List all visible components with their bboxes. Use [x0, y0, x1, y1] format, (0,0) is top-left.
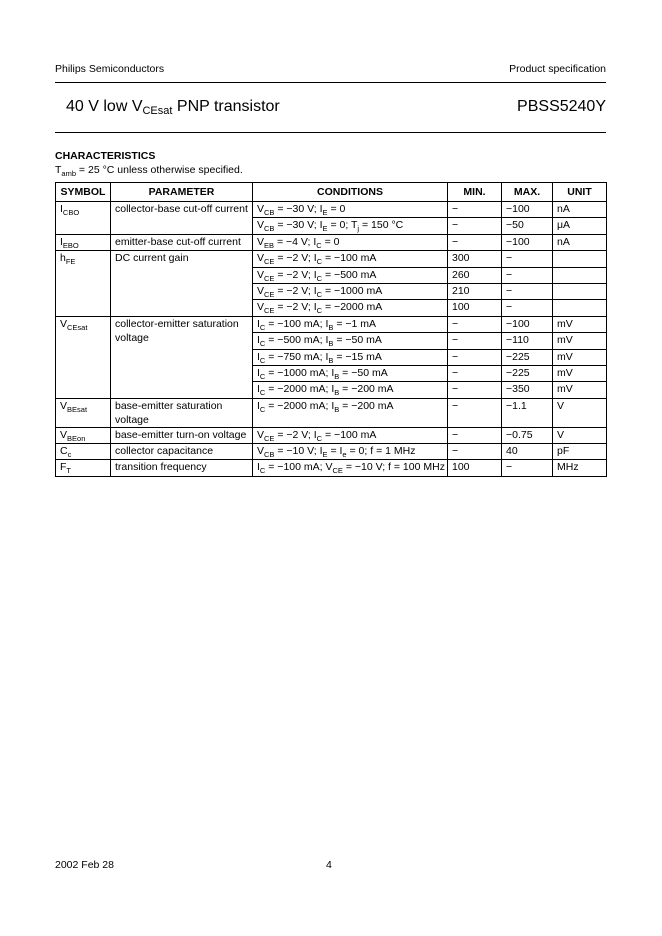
unit-cell: mV: [553, 333, 607, 349]
table-row: [56, 460, 607, 476]
max-cell: −: [502, 460, 553, 476]
unit-cell: [553, 283, 607, 299]
min-cell: 100: [448, 300, 502, 316]
max-cell: −100: [502, 234, 553, 250]
unit-cell: mV: [553, 349, 607, 365]
header-rule: [55, 82, 606, 83]
min-cell: −: [448, 349, 502, 365]
max-cell: −: [502, 267, 553, 283]
table-row: [56, 316, 607, 332]
unit-cell: [553, 300, 607, 316]
min-cell: −: [448, 398, 502, 427]
symbol-cell: $I_{CBO}$: [56, 202, 111, 235]
cond-sub: amb: [61, 169, 77, 178]
unit-cell: MHz: [553, 460, 607, 476]
conditions-cell: $V_{CB} = -30$ V; $I_E = 0$; $T_j = 150$ °C: [253, 218, 448, 234]
part-number: PBSS5240Y: [517, 98, 606, 115]
symbol-cell: $V_{BEsat}$: [56, 398, 111, 427]
parameter-cell: base-emitter saturation voltage: [111, 398, 253, 427]
max-cell: −350: [502, 382, 553, 398]
parameter-cell: DC current gain: [111, 251, 253, 317]
min-cell: −: [448, 218, 502, 234]
unit-cell: nA: [553, 234, 607, 250]
title-sub: CEsat: [142, 105, 173, 117]
conditions-cell: $V_{CB} = -30$ V; $I_E = 0$: [253, 202, 448, 218]
max-cell: −100: [502, 202, 553, 218]
conditions-cell: $I_C = -2000$ mA; $I_B = -200$ mA: [253, 398, 448, 427]
table-row: [56, 234, 607, 250]
title-post: PNP transistor: [172, 98, 280, 115]
header-doc-type: Product specification: [509, 63, 606, 75]
conditions-cell: $I_C = -750$ mA; $I_B = -15$ mA: [253, 349, 448, 365]
table-row: [56, 444, 607, 460]
unit-cell: μA: [553, 218, 607, 234]
min-cell: 210: [448, 283, 502, 299]
conditions-cell: $I_C = -1000$ mA; $I_B = -50$ mA: [253, 365, 448, 381]
symbol-cell: $V_{BEon}$: [56, 427, 111, 443]
min-cell: 100: [448, 460, 502, 476]
min-cell: −: [448, 427, 502, 443]
col-unit: UNIT: [553, 183, 607, 202]
min-cell: −: [448, 333, 502, 349]
conditions-cell: $I_C = -100$ mA; $V_{CE} = -10$ V; f = 100 MHz: [253, 460, 448, 476]
footer-date: 2002 Feb 28: [55, 859, 114, 871]
table-row: [56, 427, 607, 443]
max-cell: −: [502, 300, 553, 316]
symbol-cell: $I_{EBO}$: [56, 234, 111, 250]
section-heading: CHARACTERISTICS: [55, 150, 156, 162]
col-max: MAX.: [502, 183, 553, 202]
col-conditions: CONDITIONS: [253, 183, 448, 202]
min-cell: −: [448, 234, 502, 250]
cond-pre: T: [55, 164, 62, 176]
max-cell: −100: [502, 316, 553, 332]
header-company: Philips Semiconductors: [55, 63, 165, 75]
symbol-cell: $F_T$: [56, 460, 111, 476]
conditions-cell: $I_C = -2000$ mA; $I_B = -200$ mA: [253, 382, 448, 398]
cond-post: = 25 °C unless otherwise specified.: [76, 164, 243, 176]
parameter-cell: collector-emitter saturation voltage: [111, 316, 253, 398]
col-min: MIN.: [448, 183, 502, 202]
conditions-cell: $I_C = -100$ mA; $I_B = -1$ mA: [253, 316, 448, 332]
unit-cell: V: [553, 427, 607, 443]
max-cell: −0.75: [502, 427, 553, 443]
conditions-cell: $V_{CB} = -10$ V; $I_E = I_e = 0$; f = 1 MHz: [253, 444, 448, 460]
conditions-cell: $V_{CE} = -2$ V; $I_C = -100$ mA: [253, 427, 448, 443]
parameter-cell: transition frequency: [111, 460, 253, 476]
conditions-cell: $V_{CE} = -2$ V; $I_C = -500$ mA: [253, 267, 448, 283]
unit-cell: [553, 251, 607, 267]
unit-cell: nA: [553, 202, 607, 218]
max-cell: −50: [502, 218, 553, 234]
min-cell: −: [448, 382, 502, 398]
min-cell: 300: [448, 251, 502, 267]
table-header-row: [56, 183, 607, 202]
max-cell: −225: [502, 365, 553, 381]
min-cell: −: [448, 316, 502, 332]
col-symbol: SYMBOL: [56, 183, 111, 202]
max-cell: −1.1: [502, 398, 553, 427]
table-row: [56, 251, 607, 267]
page-number: 4: [326, 859, 332, 871]
characteristics-table: [55, 182, 607, 477]
min-cell: −: [448, 202, 502, 218]
parameter-cell: base-emitter turn-on voltage: [111, 427, 253, 443]
section-condition: [55, 164, 243, 176]
conditions-cell: $V_{CE} = -2$ V; $I_C = -2000$ mA: [253, 300, 448, 316]
min-cell: 260: [448, 267, 502, 283]
unit-cell: mV: [553, 365, 607, 381]
parameter-cell: collector capacitance: [111, 444, 253, 460]
conditions-cell: $V_{CE} = -2$ V; $I_C = -1000$ mA: [253, 283, 448, 299]
max-cell: −: [502, 283, 553, 299]
max-cell: −: [502, 251, 553, 267]
parameter-cell: collector-base cut-off current: [111, 202, 253, 235]
unit-cell: mV: [553, 316, 607, 332]
table-row: [56, 202, 607, 218]
table-body: [56, 202, 607, 477]
min-cell: −: [448, 444, 502, 460]
conditions-cell: $V_{EB} = -4$ V; $I_C = 0$: [253, 234, 448, 250]
unit-cell: [553, 267, 607, 283]
max-cell: −110: [502, 333, 553, 349]
unit-cell: V: [553, 398, 607, 427]
symbol-cell: $V_{CEsat}$: [56, 316, 111, 398]
max-cell: −225: [502, 349, 553, 365]
conditions-cell: $I_C = -500$ mA; $I_B = -50$ mA: [253, 333, 448, 349]
parameter-cell: emitter-base cut-off current: [111, 234, 253, 250]
col-parameter: PARAMETER: [111, 183, 253, 202]
min-cell: −: [448, 365, 502, 381]
unit-cell: pF: [553, 444, 607, 460]
page-title: [66, 98, 280, 117]
conditions-cell: $V_{CE} = -2$ V; $I_C = -100$ mA: [253, 251, 448, 267]
max-cell: 40: [502, 444, 553, 460]
title-pre: 40 V low V: [66, 98, 143, 115]
title-rule: [55, 132, 606, 133]
symbol-cell: $C_c$: [56, 444, 111, 460]
table-row: [56, 398, 607, 427]
symbol-cell: $h_{FE}$: [56, 251, 111, 317]
unit-cell: mV: [553, 382, 607, 398]
